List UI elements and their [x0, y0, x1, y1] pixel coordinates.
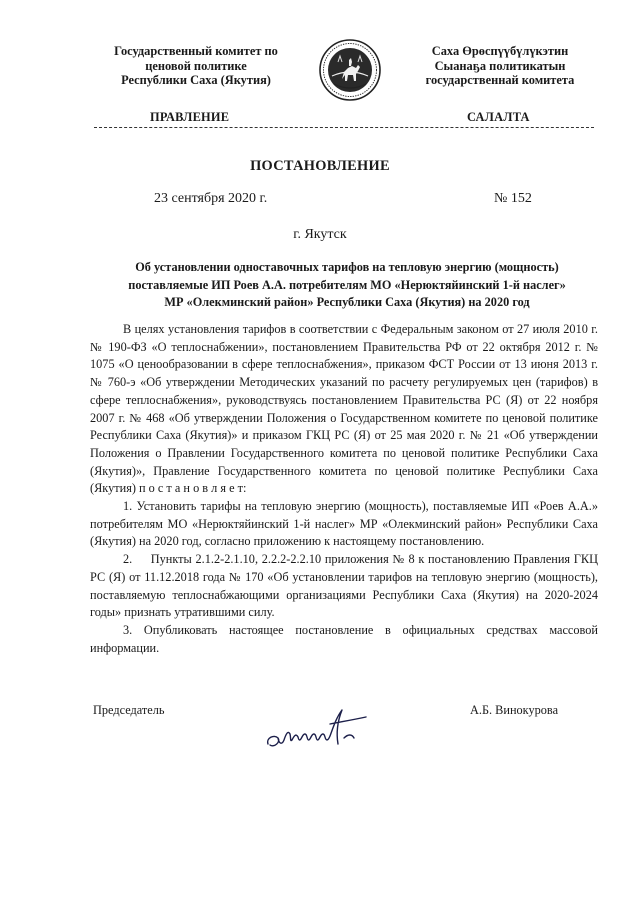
- board-label-russian: ПРАВЛЕНИЕ: [150, 110, 230, 124]
- org-name-yakut: [392, 44, 608, 88]
- clause-3-paragraph: 3. Опубликовать настоящее постановление в официальных средствах массовой информации.: [90, 622, 598, 655]
- board-label-yakut: САЛАЛТА: [467, 110, 530, 124]
- org-line: Республики Саха (Якутия): [121, 73, 271, 87]
- org-line: Сыанаҕа политикатын: [434, 58, 566, 73]
- org-line: государственнай комитета: [425, 73, 575, 87]
- subject-line: МР «Олекминский район» Республики Саха (Якутия) на 2020 год: [164, 295, 530, 309]
- coat-of-arms-emblem: [318, 38, 382, 102]
- document-title: ПОСТАНОВЛЕНИЕ: [250, 158, 390, 174]
- clause-2-paragraph: 2. Пункты 2.1.2-2.1.10, 2.2.2-2.2.10 приложения № 8 к постановлению Правления ГКЦ РС (Я) от 11.12.2018 года № 170 «Об установлении тарифов на тепловую энергию (мощность), поставляемую теплоснабжающими организациями Республики Саха (Якутия) на 2020-2024 годы» признать утратившими силу.: [90, 552, 602, 620]
- document-city: г. Якутск: [293, 227, 347, 242]
- header-divider: [94, 127, 594, 128]
- subject-line: Об установлении одноставочных тарифов на тепловую энергию (мощность): [135, 260, 559, 274]
- document-number: № 152: [494, 191, 532, 206]
- preamble-paragraph: В целях установления тарифов в соответствии с Федеральным законом от 27 июля 2010 г. № 190-ФЗ «О теплоснабжении», постановлением Правительства РФ от 22 октября 2012 г. № 1075 «О ценообразовании в сфере теплоснабжения», приказом ФСТ России от 13 июня 2013 г. № 760-э «Об утверждении Методических указаний по расчету регулируемых цен (тарифов) в сфере теплоснабжения», руководствуясь постановлением Правительства РС (Я) от 22 ноября 2007 г. № 468 «Об утверждении Положения о Государственном комитете по ценовой политике Республики Саха (Якутия)» и приказом ГКЦ РС (Я) от 25 мая 2020 г. № 21 «Об утверждении Положения о Правлении Государственного комитета по ценовой политике Республики Саха (Якутия)», Правление Государственного комитета по ценовой политике Республики Саха (Якутия) п о с т а н о в л я е т:: [90, 322, 598, 496]
- org-line: Государственный комитет по: [114, 44, 278, 58]
- document-subject: [100, 259, 594, 312]
- org-name-russian: [96, 44, 296, 88]
- signatory-name: А.Б. Винокурова: [470, 703, 559, 717]
- signatory-role: Председатель: [93, 703, 165, 717]
- document-date: 23 сентября 2020 г.: [154, 191, 268, 206]
- handwritten-signature: [262, 700, 382, 762]
- org-line: Саха Өрөспүүбүлүкэтин: [431, 44, 569, 58]
- clause-1-paragraph: 1. Установить тарифы на тепловую энергию (мощность), поставляемые ИП «Роев А.А.» потребителям МО «Нерюктяйинский 1-й наслег» МР «Олекминский район» Республики Саха (Якутия) на 2020 год, согласно приложению к настоящему постановлению.: [90, 499, 598, 549]
- org-line: ценовой политике: [145, 58, 247, 73]
- subject-line: поставляемые ИП Роев А.А. потребителям МО «Нерюктяйинский 1-й наслег»: [128, 277, 566, 292]
- document-body: [90, 321, 602, 657]
